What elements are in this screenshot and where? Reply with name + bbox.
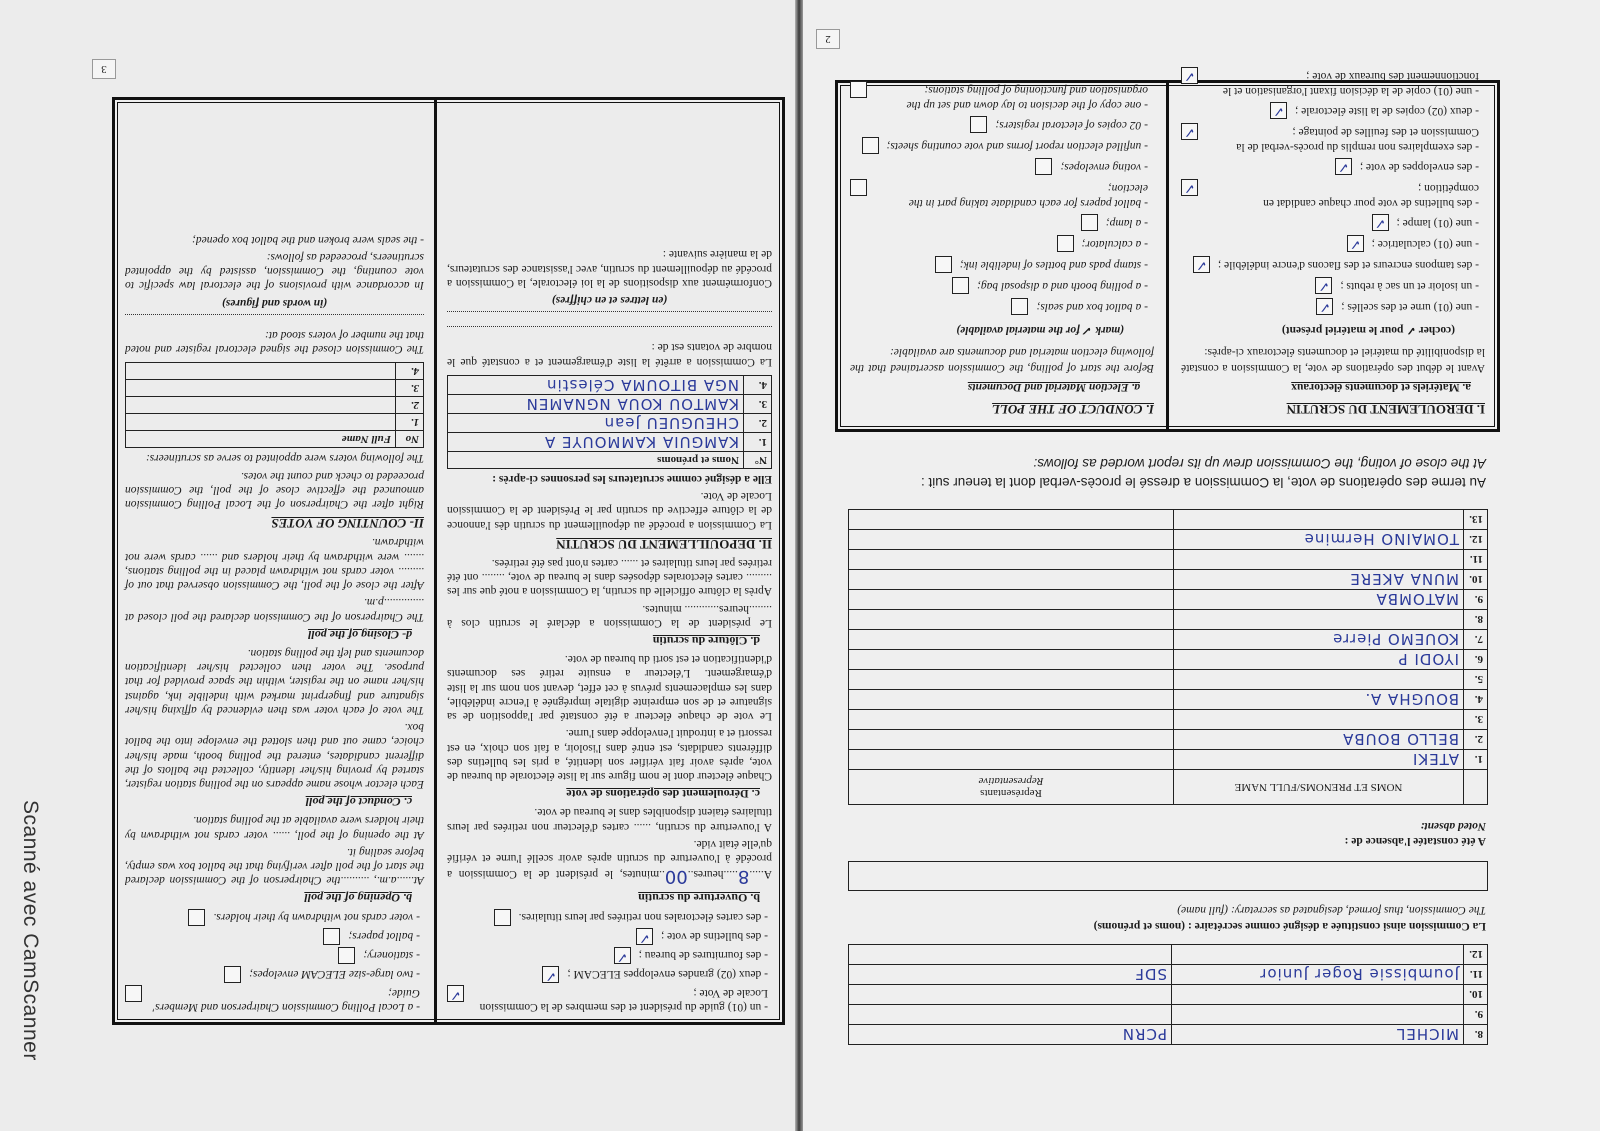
cell-name: [1172, 945, 1464, 965]
checkmark-icon: ✓: [1318, 278, 1330, 295]
checkbox[interactable]: [1081, 214, 1098, 231]
cell-name: MATOMBA: [1174, 590, 1464, 610]
checklist-item-label: - une (01) lampe ;: [1397, 214, 1479, 230]
header-no: No: [396, 431, 424, 448]
checklist-item-label: - un (01) guide du président et des membres de la Commission Locale de Vote ;: [472, 986, 768, 1015]
checklist-item: [850, 158, 1148, 175]
checkmark-icon: ✓: [1183, 68, 1196, 85]
cell-no: 10.: [1464, 570, 1488, 590]
cell-name: [1172, 985, 1464, 1005]
checklist-item-label: - des exemplaires non remplis du procès-verbal de la Commission et des feuilles de pointage ;: [1206, 123, 1479, 154]
counting-text2-en: The following voters were appointed to serve as scrutineers:: [145, 452, 424, 465]
checklist-item-label: - a lamp;: [1106, 214, 1148, 230]
cell-no: 8.: [1464, 1025, 1488, 1045]
cell-no: 13.: [1464, 510, 1488, 530]
table-header: [448, 451, 772, 468]
checklist-item-label: - deux (02) copies de la liste électorale ;: [1295, 102, 1479, 118]
checkbox[interactable]: [1193, 256, 1210, 273]
page-number: 3: [92, 59, 116, 79]
conduct-title-fr: c. Déroulement des opérations de vote: [566, 787, 760, 802]
voters-count-text-en: The Commission closed the signed electoral register and noted that the number of voters stood at:: [125, 329, 424, 356]
checklist-item-label: - stamp pads and bottles of indelible ink;: [960, 256, 1148, 272]
cell-no: 3.: [1464, 710, 1488, 730]
intro-en: Before the start of polling, the Commission ascertained that the following election material and documents are available:: [850, 346, 1154, 374]
checkbox[interactable]: [1372, 214, 1389, 231]
checkbox[interactable]: [224, 967, 241, 984]
section-fr: [437, 100, 782, 1022]
cell-rep: [849, 550, 1174, 570]
cell-name: MUNA AKERE: [1174, 570, 1464, 590]
checklist-item: [1181, 67, 1479, 98]
absent-members-table: [848, 509, 1488, 805]
cell-no: 1.: [744, 432, 772, 451]
checklist-item-label: - des tampons encreurs et des flacons d'encre indélébile ;: [1218, 256, 1479, 272]
cell-no: 4.: [396, 363, 424, 380]
table-row: [126, 414, 424, 431]
checkbox[interactable]: [614, 948, 631, 965]
checkmark-icon: ✓: [1195, 257, 1208, 274]
header-rep-en: Representative: [978, 775, 1044, 787]
cell-name: BOUGHA A.: [1174, 690, 1464, 710]
checkmark-icon: ✓: [1318, 299, 1331, 316]
cell-no: 11.: [1464, 550, 1488, 570]
checkmark-icon: ✓: [1374, 215, 1386, 232]
counting-text1-en: Right after the Chairperson of the Local Polling Commission announced the effective close of the poll, the Commission proceeded to check and count the votes.: [125, 469, 424, 511]
cell-rep: [849, 570, 1174, 590]
checkbox[interactable]: [1035, 158, 1052, 175]
checklist-item-label: - des cartes électorales non retirées par leurs titulaires.: [519, 910, 768, 924]
cell-no: 12.: [1464, 945, 1488, 965]
checkbox[interactable]: [935, 256, 952, 273]
note-fr: (cocher ✓ pour le matériel présent): [1281, 324, 1455, 337]
report-intro-fr: Au terme des opérations de vote, la Commission a dressé le procès-verbal dont la teneur suit :: [920, 475, 1486, 490]
checkmark-icon: ✓: [638, 929, 651, 946]
table-row: [849, 730, 1488, 750]
cell-name: [126, 414, 396, 431]
cell-name: KOUEMO Pierre: [1174, 630, 1464, 650]
cell-no: 9.: [1464, 590, 1488, 610]
cell-no: 4.: [744, 375, 772, 394]
checkbox[interactable]: [125, 986, 142, 1003]
conduct-title-en: c. Conduct of the poll: [305, 795, 412, 810]
checklist-item: [125, 929, 420, 946]
cell-rep: [849, 670, 1174, 690]
scrutineers-table-en: [125, 362, 424, 448]
cell-rep: [849, 710, 1174, 730]
checklist-item: [125, 986, 420, 1015]
conduct-text2-en: The vote of each voter was then evidenced by affixing his/her signature and fingerprint marked with indelible ink, against his/her name on the register, within the space provided for that purpose. The voter then collected his/her identification documents and left the polling station.: [125, 647, 424, 716]
checkbox[interactable]: [338, 948, 355, 965]
report-intro-en: At the close of voting, the Commission drew up its report worded as follows:: [1033, 456, 1486, 471]
cell-name: BELLO BOUBA: [1174, 730, 1464, 750]
checkbox[interactable]: [952, 277, 969, 294]
voters-count-text-fr: La Commission a arrêté la liste d'émargement et a constaté que le nombre de votants est de :: [447, 341, 772, 368]
checkbox[interactable]: [1181, 67, 1198, 84]
section-title-en: I. CONDUCT OF THE POLL: [992, 402, 1154, 417]
checkbox[interactable]: [970, 116, 987, 133]
scrutineers-table-fr: [447, 375, 772, 469]
closing-title-en: d- Closing of the poll: [307, 627, 412, 642]
checklist-item-label: - 02 copies of electoral registers;: [995, 116, 1148, 132]
absent-label-en: Noted absent:: [1420, 820, 1486, 832]
checklist-item-label: - une (01) urne et des scellés ;: [1341, 298, 1479, 314]
cell-no: 12.: [1464, 530, 1488, 550]
table-row: [849, 710, 1488, 730]
cell-name: [1174, 710, 1464, 730]
absent-label-fr: A été constatée l'absence de :: [1344, 835, 1486, 847]
checkbox[interactable]: [636, 929, 653, 946]
table-row: [849, 750, 1488, 770]
cell-name: IYODI P: [1174, 650, 1464, 670]
voters-count-hint-fr: (en lettres et en chiffres): [551, 294, 668, 307]
table-row: [849, 550, 1488, 570]
counting-procedure-fr: Conformément aux dispositions de la loi électorale, la Commission a procédé au dépouillement du scrutin, avec l'assistance des scrutateurs, de la manière suivante :: [447, 248, 772, 289]
counting-title-en: II- COUNTING OF VOTES: [271, 516, 424, 532]
checklist-fr: [447, 910, 772, 1015]
checklist-item: [850, 298, 1148, 315]
checklist-item: [1181, 214, 1479, 231]
camscanner-watermark: Scanné avec CamScanner: [19, 800, 42, 1061]
checkbox[interactable]: [188, 910, 205, 927]
header-no: N°: [744, 451, 772, 468]
counting-text1-fr: La Commission a procédé au dépouillement du scrutin dès l'annonce de la clôture effective du scrutin par le Président de la Commission Locale de Vote.: [447, 490, 772, 531]
checklist-en: [125, 910, 424, 1015]
checklist-en: [850, 81, 1154, 315]
checkmark-icon: ✓: [545, 967, 557, 984]
opening-title-fr: b. Ouverture du scrutin: [638, 891, 760, 906]
cell-name: [126, 363, 396, 380]
table-row: [849, 690, 1488, 710]
intro-fr: Avant le début des opérations de vote, la Commission a constaté la disponibilité du matériel et documents électoraux ci-après:: [1181, 346, 1485, 374]
checklist-item-label: - voter cards not withdrawn by their holders.: [213, 910, 420, 924]
cell-no: 2.: [744, 413, 772, 432]
checkbox[interactable]: [1316, 298, 1333, 315]
table-row: [849, 630, 1488, 650]
cell-name: KAMTOU KOUA NGNAMEN: [448, 394, 744, 413]
cell-name: MICHEL: [1172, 1025, 1464, 1045]
checkbox[interactable]: [447, 986, 464, 1003]
cell-no: 1.: [1464, 750, 1488, 770]
cell-rep: [849, 650, 1174, 670]
page-number: 2: [816, 29, 840, 49]
checklist-item-label: - une (01) calculatrice ;: [1372, 235, 1479, 251]
checklist-item-label: - une (01) copie de la décision fixant l'organisation et le fonctionnement des bureaux de vote ;: [1206, 67, 1479, 98]
checklist-item-label: - a polling booth and a disposal bag;: [977, 277, 1148, 293]
table-row: [849, 965, 1488, 985]
table-row: [126, 380, 424, 397]
closing-text2-fr: Après la clôture officielle du scrutin, la Commission a noté que sur les ......... cartes électorales déposées dans le bureau de vote, ........ ont été retirées par leurs titulaires et ...... cartes n'ont pas été retirées.: [447, 556, 772, 598]
header-full-name: NOMS ET PRENOMS/FULL NAME: [1174, 770, 1464, 805]
cell-no: 9.: [1464, 1005, 1488, 1025]
opening-text-fr: A.....8.....heures..00..minutes, le président de la Commission a procédé à l'ouverture du scrutin après avoir scellé l'urne et vérifié qu'elle était vide.: [447, 837, 772, 888]
checkbox[interactable]: [1315, 277, 1332, 294]
checklist-item-label: - deux (02) grandes enveloppes ELECAM ;: [567, 967, 768, 981]
checkbox[interactable]: [1181, 123, 1198, 140]
cell-party: [849, 985, 1172, 1005]
commission-members-table: [848, 944, 1488, 1045]
checklist-item-label: - a ballot box and seals;: [1037, 298, 1149, 314]
subsection-title-en: a. Election Material and Documents: [967, 381, 1140, 393]
checklist-item: [1181, 179, 1479, 210]
opening-title-en: b. Opening of the poll: [304, 891, 412, 906]
table-row: [849, 650, 1488, 670]
checklist-item: [1181, 158, 1479, 175]
table-row: [448, 413, 772, 432]
cell-name: [1174, 610, 1464, 630]
table-row: [448, 432, 772, 451]
table-row: [849, 1025, 1488, 1045]
checklist-item: [1181, 123, 1479, 154]
opening-text-en: At......a.m., ..........the Chairperson of the Commission declared the start of the poll after verifying that the ballot box was empty, before sealing it.: [125, 846, 424, 887]
checkmark-icon: ✓: [616, 948, 629, 965]
note-en: (mark ✓ for the material available): [956, 324, 1124, 337]
voters-count-field-fr[interactable]: [447, 326, 772, 337]
checklist-item: [1181, 102, 1479, 119]
table-row: [849, 985, 1488, 1005]
checklist-item-label: - a Local Polling Commission Chairperson and Members' Guide;: [150, 986, 420, 1015]
cell-rep: [849, 730, 1174, 750]
table-header: [849, 770, 1488, 805]
table-row: [448, 375, 772, 394]
table-row: [849, 590, 1488, 610]
cell-name: [1172, 1005, 1464, 1025]
cell-no: 2.: [1464, 730, 1488, 750]
checklist-item-label: - des bulletins de vote pour chaque candidat en compétition ;: [1206, 179, 1479, 210]
cell-rep: [849, 510, 1174, 530]
checklist-item-label: - two large-size ELECAM envelopes;: [249, 967, 420, 981]
cell-no: 1.: [396, 414, 424, 431]
checklist-item-label: - des enveloppes de vote ;: [1360, 158, 1479, 174]
cell-name: TOMAINO Hermine: [1174, 530, 1464, 550]
table-row: [849, 530, 1488, 550]
secretary-field[interactable]: [848, 861, 1488, 891]
checklist-item: [447, 910, 768, 927]
checklist-item: [850, 81, 1148, 112]
cell-name: [1174, 550, 1464, 570]
table-row: [849, 510, 1488, 530]
poll-conduct-section: [112, 97, 785, 1025]
header-rep-fr: Représentants: [980, 787, 1042, 799]
cell-no: 7.: [1464, 630, 1488, 650]
checkmark-icon: ✓: [1272, 103, 1285, 120]
checklist-item: [850, 256, 1148, 273]
cell-name: ATEKI: [1174, 750, 1464, 770]
checklist-item-label: - one copy of the decision to lay down and set up the organisation and functioning of polling stations;: [875, 81, 1148, 112]
section-fr: [1169, 68, 1497, 429]
opening-hour: 8: [737, 866, 750, 888]
checkbox[interactable]: [850, 179, 867, 196]
closing-text1-en: The Chairperson of the Commission declared the poll closed at ..............p.m.: [125, 596, 424, 623]
opening-cards-en: At the opening of the poll, ...... voter cards not withdrawn by their holders were available at the polling station.: [125, 814, 424, 841]
cell-no: 2.: [396, 397, 424, 414]
table-row: [448, 394, 772, 413]
checkbox[interactable]: [1270, 102, 1287, 119]
table-row: [849, 1005, 1488, 1025]
checkbox[interactable]: [862, 137, 879, 154]
counting-procedure-en: In accordance with provisions of the electoral law specific to vote counting, the Commission, assisted by the appointed scrutineers, proceeded as follows:: [125, 251, 424, 292]
cell-no: 8.: [1464, 610, 1488, 630]
checklist-item: [447, 967, 768, 984]
checklist-item: [447, 986, 768, 1015]
cell-rep: [849, 750, 1174, 770]
checkmark-icon: ✓: [449, 986, 462, 1003]
checklist-item-label: - unfilled election report forms and vote counting sheets;: [887, 137, 1148, 153]
cell-no: 6.: [1464, 650, 1488, 670]
checklist-item-label: - voting envelopes;: [1060, 158, 1148, 174]
checkmark-icon: ✓: [1183, 124, 1196, 141]
section-en: [838, 83, 1169, 429]
cell-rep: [849, 590, 1174, 610]
checklist-item: [1181, 235, 1479, 252]
closing-text2-en: After the close of the poll, the Commission observed that out of ......... voter cards not withdrawn placed in the polling stations, ....... were withdrawn by their holders and ...... cards were not withdrawn.: [125, 536, 424, 592]
cell-no: 5.: [1464, 670, 1488, 690]
checkbox[interactable]: [850, 81, 867, 98]
checklist-item: [447, 929, 768, 946]
checklist-item-label: - stationery;: [363, 948, 420, 962]
checklist-item: [125, 967, 420, 984]
checklist-item: [1181, 277, 1479, 294]
checklist-item-label: - ballot papers;: [348, 929, 420, 943]
cell-no: 11.: [1464, 965, 1488, 985]
header-name: Noms et prénoms: [448, 451, 744, 468]
counting-step-en: - the seals were broken and the ballot box opened;: [192, 233, 424, 246]
checklist-item: [850, 179, 1148, 210]
conduct-text1-en: Each elector whose name appears on the polling station register, started by proving his/her identity, collected the ballots of the different candidates, entered the polling booth, made his/her choice, came out and then slotted the envelope into the ballot box.: [125, 721, 424, 791]
closing-text1-fr: Le président de la Commission a déclaré le scrutin clos à ........heures............ minutes.: [447, 602, 772, 629]
cell-party: [849, 945, 1172, 965]
cell-rep: [849, 530, 1174, 550]
subsection-title-fr: a. Matériels et documents électoraux: [1291, 381, 1471, 393]
checklist-item-label: - des bulletins de vote ;: [661, 929, 768, 943]
table-row: [849, 610, 1488, 630]
checklist-item: [125, 910, 420, 927]
checkbox[interactable]: [323, 929, 340, 946]
checkbox[interactable]: [1335, 158, 1352, 175]
checklist-item: [447, 948, 768, 965]
cell-party: [849, 1005, 1172, 1025]
voters-count-hint-en: (in words and figures): [221, 296, 328, 309]
checkbox[interactable]: [542, 967, 559, 984]
conduct-text2-fr: Le vote de chaque électeur a été constaté par l'apposition de sa signature et de son empreinte digitale imprégnée à l'encre indélébile, dans les emplacements prévus à cet effet, devant son nom sur la liste d'émargement. L'électeur a ensuite retiré ses documents d'identification et est sorti du bureau de vote.: [447, 653, 772, 723]
checkbox[interactable]: [1347, 235, 1364, 252]
checkmark-icon: ✓: [1183, 180, 1196, 197]
voters-count-field-en[interactable]: [125, 314, 424, 325]
checklist-item-label: - un isoloir et un sac à rebuts ;: [1340, 277, 1479, 293]
cell-name: Joumbissie Roger Junior: [1172, 965, 1464, 985]
checkmark-icon: ✓: [1349, 236, 1362, 253]
cell-name: [126, 397, 396, 414]
cell-no: 4.: [1464, 690, 1488, 710]
cell-no: 3.: [396, 380, 424, 397]
opening-minutes: 00: [664, 866, 688, 888]
cell-rep: [849, 630, 1174, 650]
cell-name: CHEUGUEU Jean: [448, 413, 744, 432]
checklist-item-label: - ballot papers for each candidate taking part in the election;: [875, 179, 1148, 210]
cell-no: 10.: [1464, 985, 1488, 1005]
conduct-text1-fr: Chaque électeur dont le nom figure sur la liste électorale du bureau de vote, après avoir fait vérifier son identité, a pris les bulletins des différents candidats, est entré dans l'isoloir, a fait son choix, en est ressorti et a introduit l'enveloppe dans l'urne.: [447, 727, 772, 783]
section-title-fr: I. DEROULEMENT DU SCRUTIN: [1286, 402, 1485, 417]
cell-name: [126, 380, 396, 397]
counting-text2-fr: Elle a désigné comme scrutateurs les personnes ci-après :: [492, 472, 772, 485]
cell-rep: [849, 610, 1174, 630]
header-name: Full Name: [126, 431, 396, 448]
checkbox[interactable]: [1012, 298, 1029, 315]
table-row: [849, 670, 1488, 690]
table-header: [126, 431, 424, 448]
checklist-item: [125, 948, 420, 965]
checklist-item-label: - a calculator;: [1082, 235, 1148, 251]
checklist-item: [1181, 256, 1479, 273]
checklist-item-label: - des fournitures de bureau ;: [639, 948, 768, 962]
cell-name: KAMGUIA KAMMOUYE A: [448, 432, 744, 451]
table-row: [126, 363, 424, 380]
checklist-item: [850, 277, 1148, 294]
checklist-item: [850, 116, 1148, 133]
table-row: [849, 945, 1488, 965]
checklist-fr: [1181, 67, 1485, 315]
secretary-label-fr: La Commission ainsi constituée a désigné comme secrétaire : (noms et prénoms): [1093, 920, 1486, 932]
opening-cards-fr: A l'ouverture du scrutin, ...... cartes d'électeur non retirées par leurs titulaires étaient disponibles dans le bureau de vote.: [447, 806, 772, 833]
table-row: [849, 570, 1488, 590]
counting-title-fr: II. DEPOUILLEMENT DU SCRUTIN: [556, 536, 772, 552]
voters-count-field-fr-2[interactable]: [447, 311, 772, 322]
checklist-item: [850, 214, 1148, 231]
checklist-item: [1181, 298, 1479, 315]
cell-name: [1174, 670, 1464, 690]
election-material-section: [835, 68, 1500, 432]
checkbox[interactable]: [1057, 235, 1074, 252]
secretary-label-en: The Commission, thus formed, designated as secretary: (full name): [1177, 904, 1486, 916]
cell-name: [1174, 510, 1464, 530]
checklist-item: [850, 137, 1148, 154]
section-en: [115, 100, 437, 1022]
book-fold: [795, 0, 803, 1131]
cell-party: SDF: [849, 965, 1172, 985]
table-row: [126, 397, 424, 414]
cell-name: NGA BITOUMA Célestin: [448, 375, 744, 394]
checkmark-icon: ✓: [1337, 159, 1350, 176]
cell-no: 3.: [744, 394, 772, 413]
checklist-item: [850, 235, 1148, 252]
cell-party: PCRN: [849, 1025, 1172, 1045]
checkbox[interactable]: [494, 910, 511, 927]
closing-title-fr: d. Clôture du scrutin: [652, 633, 760, 648]
checkbox[interactable]: [1181, 179, 1198, 196]
cell-rep: [849, 690, 1174, 710]
